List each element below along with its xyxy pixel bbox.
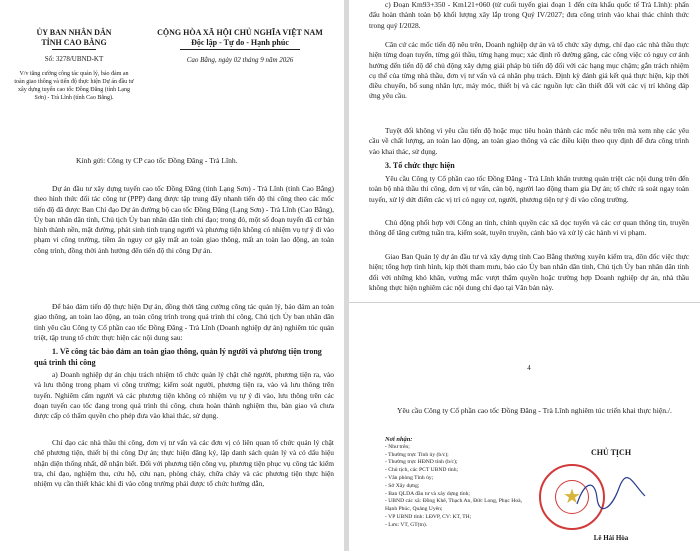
recipients-title: Nơi nhận: [385, 436, 413, 443]
recipient-item: - UBND các xã: Đồng Khê, Thạch An, Đức Long, Phục Hoà, Hạnh Phúc, Quảng Uyên; [385, 498, 522, 513]
section-1-heading: 1. Về công tác bảo đảm an toàn giao thông, quản lý người và phương tiện trong quá trình thi công [34, 347, 322, 367]
signature-icon [571, 474, 651, 514]
monitoring-paragraph: Giao Ban Quản lý dự án đầu tư và xây dựng tỉnh Cao Bằng thường xuyên kiểm tra, đôn đốc việc thực hiện; tổng hợp tình hình, kịp thời tham mưu, báo cáo Ủy ban nhân dân tỉnh, Chủ tịch Ủy ban nhân dân tỉnh đối với những khó khăn, vướng mắc vượt thẩm quyền hoặc trường hợp Doanh nghiệp dự án, nhà thầu không thực hiện nghiêm các nội dung chỉ đạo tại Văn bản này. [369, 252, 689, 292]
intro-paragraph: Dự án đầu tư xây dựng tuyến cao tốc Đồng Đăng (tỉnh Lạng Sơn) - Trà Lĩnh (tỉnh Cao Bằng) theo hình thức đối tác công tư (PPP) đang được tập trung đẩy nhanh tiến độ thi công theo các mốc tiến độ đã được Ban Chỉ đạo Dự án đường bộ cao tốc Đồng Đăng (Lạng Sơn) - Trà Lĩnh (Cao Bằng), Ủy ban nhân dân tỉnh, Chủ tịch Ủy ban nhân dân tỉnh chỉ đạo; trong đó, một số đoạn tuyến đã cơ bản hình thành nền, mặt đường, phát sinh tình trạng người và phương tiện không có nhiệm vụ tự ý đi vào phạm vi công trường, tiềm ẩn nguy cơ gây mất an toàn giao thông, mất an toàn lao động, an toàn công trình, đồng thời ảnh hưởng đến tiến độ thi công Dự án. [34, 184, 334, 255]
agency-header [14, 28, 134, 102]
republic-header [140, 28, 340, 65]
recipient-item: - Như trên; [385, 443, 410, 450]
milestone-c-paragraph: c) Đoạn Km93+350 - Km121+060 (từ cuối tuyến giai đoạn 1 đến cửa khẩu quốc tế Trà Lĩnh): phấn đấu hoàn thành toàn bộ khối lượng xây lắp trong Quý IV/2027; đưa công trình vào khai thác chính thức trong quý I/2028. [369, 0, 689, 30]
seal-star-icon: ★ [563, 486, 581, 508]
page-number: 4 [527, 364, 531, 372]
recipient-item: - Chủ tịch, các PCT UBND tỉnh; [385, 467, 459, 474]
page-break [349, 302, 700, 303]
recipient-line: Kính gửi: Công ty CP cao tốc Đồng Đăng - Trà Lĩnh. [76, 156, 238, 165]
doc-subject: V/v tăng cường công tác quản lý, bảo đảm an toàn giao thông và tiến độ thực hiện Dự án đầu tư xây dựng tuyến cao tốc Đồng Đăng (tỉnh Lạng Sơn) - Trà Lĩnh (tỉnh Cao Bằng). [14, 71, 134, 101]
section-3-heading: 3. Tổ chức thực hiện [385, 161, 455, 170]
schedule-basis-paragraph: Căn cứ các mốc tiến độ nêu trên, Doanh nghiệp dự án và tổ chức xây dựng, chỉ đạo các nhà thầu thực hiện từng đoạn tuyến, từng gói thầu, từng hạng mục; xác định rõ đường găng, các công việc có nguy cơ ảnh hưởng đến tiến độ để chủ động xây dựng giải pháp bù tiến độ đối với các hạng mục chậm; gắn trách nhiệm cụ thể của từng nhà thầu, đơn vị tư vấn và cá nhân phụ trách. Định kỳ đánh giá kết quả thực hiện, kịp thời điều chuyển, bổ sung nhân lực, máy móc, thiết bị và các nguồn lực cần thiết đối với các vị trí không đáp ứng yêu cầu. [369, 40, 689, 101]
motto: Độc lập - Tự do - Hạnh phúc [191, 38, 289, 47]
signer-name: Lê Hải Hòa [593, 534, 629, 542]
quality-paragraph: Tuyệt đối không vì yêu cầu tiến độ hoặc mục tiêu hoàn thành các mốc nêu trên mà xem nhẹ các yêu cầu về chất lượng, an toàn lao động, an toàn giao thông và các điều kiện theo quy định để đưa công trình vào khai thác, sử dụng. [369, 126, 689, 156]
coordination-paragraph: Chủ động phối hợp với Công an tỉnh, chính quyền các xã dọc tuyến và các cơ quan thông tin, truyền thông để tăng cường tuần tra, kiểm soát, tuyên truyền, cảnh báo và xử lý các hành vi vi phạm. [369, 218, 689, 238]
doc-number: Số: 3278/UBND-KT [44, 55, 104, 63]
recipient-item: - Sở Xây dựng; [385, 482, 420, 489]
agency-underline [52, 49, 96, 50]
recipients-block [385, 436, 535, 530]
right-page [349, 0, 700, 551]
signer-title: CHỦ TỊCH [590, 448, 632, 457]
implementation-paragraph: Yêu cầu Công ty Cổ phần cao tốc Đồng Đăng - Trà Lĩnh khẩn trương quán triệt các nội dung trên đến toàn bộ nhà thầu thi công, đơn vị tư vấn, cán bộ, người lao động tham gia Dự án; tổ chức rà soát ngay toàn tuyến, xử lý dứt điểm các vị trí có nguy cơ, người, phương tiện tự ý đi vào công trường. [369, 174, 689, 204]
motto-underline [180, 49, 300, 50]
doc-date: Cao Bằng, ngày 02 tháng 9 năm 2026 [186, 56, 294, 64]
purpose-paragraph: Để bảo đảm tiến độ thực hiện Dự án, đồng thời tăng cường công tác quản lý, bảo đảm an toàn giao thông, an toàn lao động, an toàn công trình trong quá trình thi công, Chủ tịch Ủy ban nhân dân tỉnh yêu cầu Công ty Cổ phần cao tốc Đồng Đăng - Trà Lĩnh (Doanh nghiệp dự án) nghiêm túc quán triệt, tập trung tổ chức thực hiện các nội dung sau: [34, 302, 334, 342]
recipient-item: - Thường trực Tỉnh ủy (b/c); [385, 451, 449, 458]
agency-line2: TỈNH CAO BẰNG [41, 38, 107, 47]
section-1a-paragraph: a) Doanh nghiệp dự án chịu trách nhiệm tổ chức quản lý chặt chẽ người, phương tiện ra, vào và lưu thông trong phạm vi công trường; kiểm soát người, phương tiện ra, vào và lưu thông trên tuyến. Nghiêm cấm người và các phương tiện không có nhiệm vụ tự ý đi vào, lưu thông trên các đoạn tuyến cao tốc đang trong quá trình thi công, chưa hoàn thành nghiệm thu, bàn giao và chưa được cấp có thẩm quyền cho phép đưa vào khai thác, sử dụng. [34, 370, 334, 421]
left-page [0, 0, 344, 551]
recipient-item: - Văn phòng Tỉnh ủy; [385, 474, 434, 481]
vehicle-control-paragraph: Chỉ đạo các nhà thầu thi công, đơn vị tư vấn và các đơn vị có liên quan tổ chức quản lý chặt chẽ phương tiện, thiết bị thi công Dự án; thực hiện đăng ký, lập danh sách quản lý và có dấu hiệu nhận diện thống nhất, dễ nhận biết. Đối với phương tiện công vụ, phương tiện phục vụ công tác kiểm tra, chỉ đạo, nghiệm thu, cứu hộ, cứu nạn, phòng cháy, chữa cháy và các phương tiện thực hiện nhiệm vụ cần thiết khác khi đi vào công trường phải được tổ chức hướng dẫn, [34, 438, 334, 489]
recipient-item: - VP UBND tỉnh: LĐVP, CV: KT, TH; [385, 513, 472, 520]
agency-line1: ỦY BAN NHÂN DÂN [36, 28, 112, 37]
republic-title: CỘNG HÒA XÃ HỘI CHỦ NGHĨA VIỆT NAM [157, 28, 323, 37]
recipient-item: - Ban QLDA đầu tư và xây dựng tỉnh; [385, 490, 470, 497]
recipient-item: - Lưu: VT, GT(tn). [385, 521, 428, 528]
recipient-item: - Thường trực HĐND tỉnh (b/c); [385, 459, 458, 466]
closing-paragraph: Yêu cầu Công ty Cổ phần cao tốc Đồng Đăng - Trà Lĩnh nghiêm túc triển khai thực hiện./. [397, 406, 672, 415]
